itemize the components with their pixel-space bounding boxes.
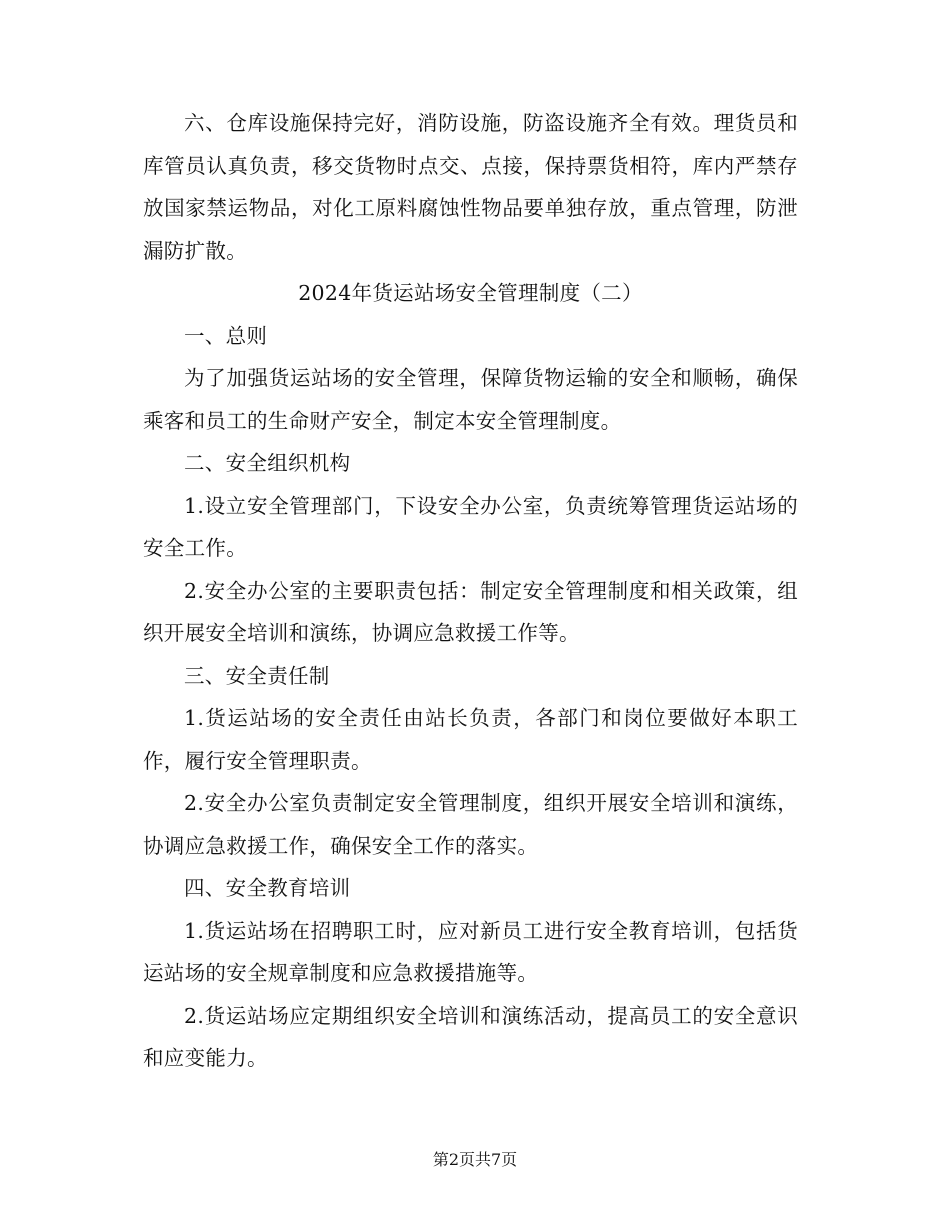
paragraph-station-master-responsibility: 1.货运站场的安全责任由站长负责，各部门和岗位要做好本职工作，履行安全管理职责。: [143, 706, 798, 773]
heading-responsibility-system: 三、安全责任制: [184, 663, 330, 688]
page-number: 第2页共7页: [432, 1150, 518, 1169]
heading-safety-organization: 二、安全组织机构: [184, 451, 351, 475]
paragraph-office-duties: 2.安全办公室的主要职责包括：制定安全管理制度和相关政策，组织开展安全培训和演练，协调应急救援工作等。: [143, 578, 798, 645]
document-body: [143, 102, 798, 1080]
heading-general-principles: 一、总则: [184, 323, 268, 348]
paragraph-warehouse-facilities: 六、仓库设施保持完好，消防设施，防盗设施齐全有效。理货员和库管员认真负责，移交货物时点交、点接，保持票货相符，库内严禁存放国家禁运物品，对化工原料腐蚀性物品要单独存放，重点管理，防泄漏防扩散。: [143, 111, 798, 263]
paragraph-purpose: 为了加强货运站场的安全管理，保障货物运输的安全和顺畅，确保乘客和员工的生命财产安全，制定本安全管理制度。: [143, 366, 798, 433]
paragraph-office-responsibility: 2.安全办公室负责制定安全管理制度，组织开展安全培训和演练，协调应急救援工作，确保安全工作的落实。: [143, 791, 798, 858]
section-title: 2024年货运站场安全管理制度（二）: [298, 281, 643, 305]
heading-safety-training: 四、安全教育培训: [184, 876, 351, 900]
paragraph-safety-department: 1.设立安全管理部门，下设安全办公室，负责统筹管理货运站场的安全工作。: [143, 493, 798, 560]
paragraph-new-employee-training: 1.货运站场在招聘职工时，应对新员工进行安全教育培训，包括货运站场的安全规章制度和应急救援措施等。: [143, 918, 798, 985]
paragraph-regular-training: 2.货运站场应定期组织安全培训和演练活动，提高员工的安全意识和应变能力。: [143, 1003, 798, 1070]
